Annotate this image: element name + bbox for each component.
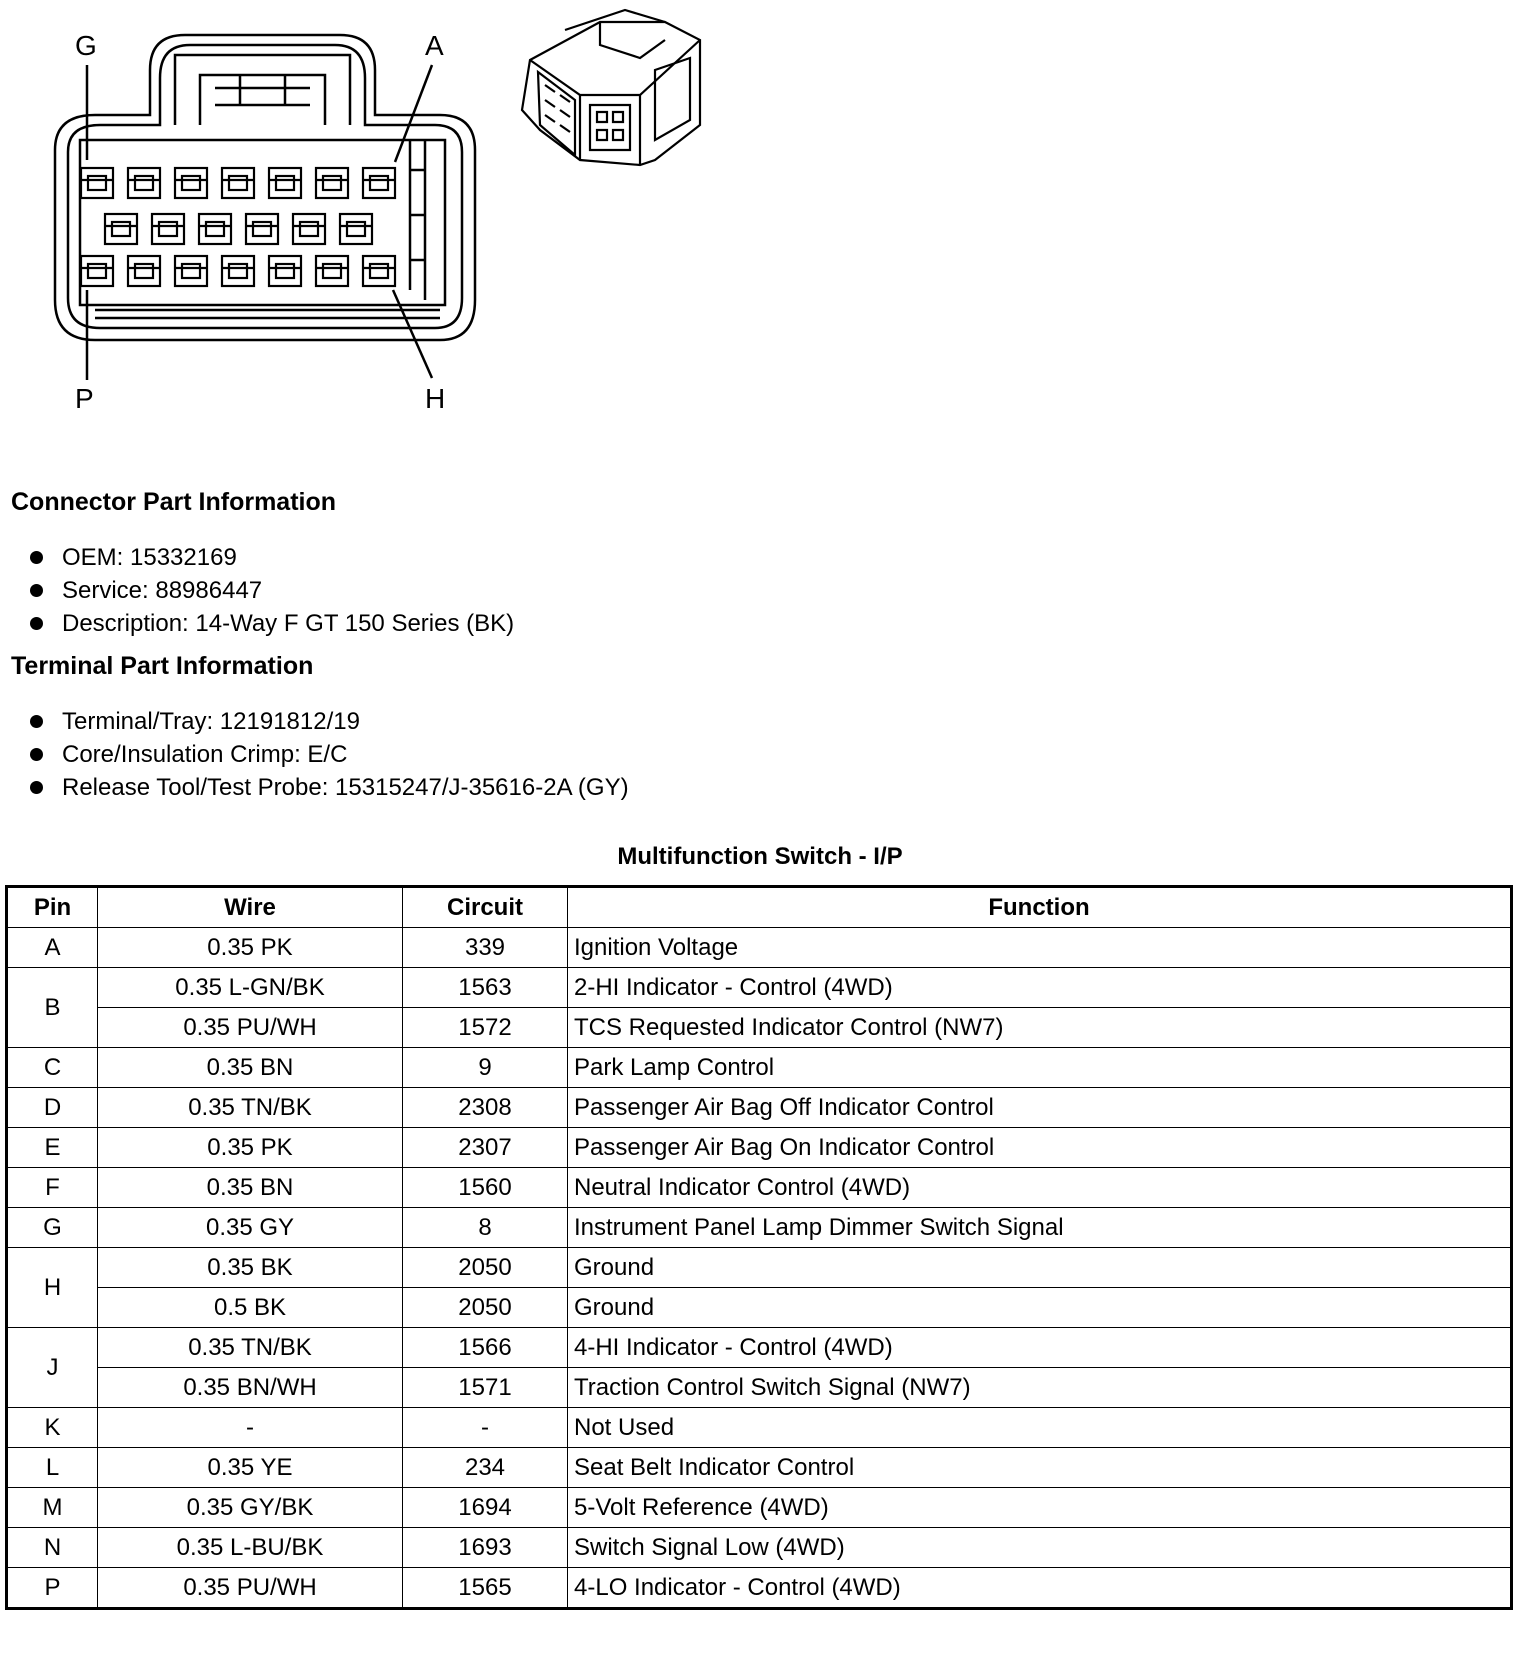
cell-pin: C: [7, 1048, 98, 1088]
pin-cavity-inner: [276, 264, 294, 278]
cell-wire: 0.35 L-BU/BK: [98, 1528, 403, 1568]
pin-cavity-outer: [316, 168, 348, 198]
pin-cavity-inner: [135, 264, 153, 278]
list-item: [30, 574, 514, 607]
cell-pin: E: [7, 1128, 98, 1168]
list-item-text: Core/Insulation Crimp: E/C: [62, 741, 348, 768]
list-item: [30, 705, 629, 738]
pin-cavity: [316, 168, 348, 198]
cell-pin: P: [7, 1568, 98, 1609]
column-header-function: Function: [568, 887, 1512, 928]
cell-circuit: 1693: [403, 1528, 568, 1568]
bullet-icon: [30, 781, 43, 794]
cell-wire: 0.35 L-GN/BK: [98, 968, 403, 1008]
column-header-pin: Pin: [7, 887, 98, 928]
pin-cavity: [246, 214, 278, 244]
pin-cavity: [316, 256, 348, 286]
cell-function: Ground: [568, 1288, 1512, 1328]
cell-pin: H: [7, 1248, 98, 1328]
cell-pin: D: [7, 1088, 98, 1128]
cell-pin: B: [7, 968, 98, 1048]
cell-circuit: 2050: [403, 1248, 568, 1288]
terminal-part-info-heading: Terminal Part Information: [11, 652, 314, 680]
pin-cavity-inner: [159, 222, 177, 236]
list-item-text: Description: 14-Way F GT 150 Series (BK): [62, 610, 515, 637]
cell-function: Passenger Air Bag On Indicator Control: [568, 1128, 1512, 1168]
table-row: [7, 1408, 1512, 1448]
cell-pin: G: [7, 1208, 98, 1248]
pin-cavity-inner: [323, 264, 341, 278]
bullet-icon: [30, 748, 43, 761]
table-header-row: [7, 887, 1512, 928]
cell-circuit: 1572: [403, 1008, 568, 1048]
leader-line-h: [393, 290, 432, 378]
pin-cavity-inner: [229, 264, 247, 278]
cell-function: 4-HI Indicator - Control (4WD): [568, 1328, 1512, 1368]
connector-bottom-rib: [95, 310, 440, 318]
pin-cavity-inner: [370, 264, 388, 278]
cell-function: 5-Volt Reference (4WD): [568, 1488, 1512, 1528]
table-row: [7, 968, 1512, 1008]
connector-isometric-illustration: [522, 10, 700, 165]
pin-label-p: P: [75, 383, 94, 414]
pin-cavity: [81, 168, 113, 198]
pin-cavity: [222, 256, 254, 286]
cell-circuit: 2050: [403, 1288, 568, 1328]
pin-cavity-outer: [340, 214, 372, 244]
cell-function: Ground: [568, 1248, 1512, 1288]
pin-cavity-inner: [347, 222, 365, 236]
connector-side-keys: [410, 140, 425, 300]
cell-wire: 0.35 PK: [98, 1128, 403, 1168]
column-header-wire: Wire: [98, 887, 403, 928]
cell-function: Not Used: [568, 1408, 1512, 1448]
pin-cavity-inner: [323, 176, 341, 190]
cell-circuit: 1694: [403, 1488, 568, 1528]
pin-cavity-outer: [199, 214, 231, 244]
list-item-text: OEM: 15332169: [62, 544, 237, 571]
pin-table: [5, 885, 1513, 1610]
column-header-circuit: Circuit: [403, 887, 568, 928]
pin-cavity: [340, 214, 372, 244]
pin-cavity-outer: [105, 214, 137, 244]
pin-cavity-outer: [316, 256, 348, 286]
pin-cavity: [128, 256, 160, 286]
pin-label-a: A: [425, 30, 444, 61]
connector-part-info-list: [30, 541, 514, 640]
cell-wire: 0.35 PU/WH: [98, 1008, 403, 1048]
cell-wire: 0.35 TN/BK: [98, 1088, 403, 1128]
pin-cavity: [105, 214, 137, 244]
list-item: [30, 607, 514, 640]
cell-function: Park Lamp Control: [568, 1048, 1512, 1088]
cell-circuit: 1566: [403, 1328, 568, 1368]
bullet-icon: [30, 551, 43, 564]
connector-body-outline: [55, 35, 475, 340]
cell-wire: 0.35 TN/BK: [98, 1328, 403, 1368]
pin-cavity-outer: [363, 168, 395, 198]
pin-cavity-inner: [370, 176, 388, 190]
table-row: [7, 1128, 1512, 1168]
cell-function: 4-LO Indicator - Control (4WD): [568, 1568, 1512, 1609]
pin-cavity-inner: [88, 264, 106, 278]
table-row: [7, 1568, 1512, 1609]
pin-cavity-outer: [81, 256, 113, 286]
bullet-icon: [30, 584, 43, 597]
table-row: [7, 1168, 1512, 1208]
pin-label-g: G: [75, 30, 97, 61]
cell-pin: N: [7, 1528, 98, 1568]
pin-cavity: [363, 168, 395, 198]
pin-label-h: H: [425, 383, 446, 414]
cell-wire: 0.35 PK: [98, 928, 403, 968]
pin-cavity-outer: [175, 168, 207, 198]
pin-cavity-outer: [363, 256, 395, 286]
pin-cavity-outer: [246, 214, 278, 244]
cell-wire: -: [98, 1408, 403, 1448]
pin-cavity-inner: [135, 176, 153, 190]
pin-cavity: [152, 214, 184, 244]
connector-diagram: [0, 0, 720, 440]
bullet-icon: [30, 715, 43, 728]
cell-circuit: 8: [403, 1208, 568, 1248]
pin-cavity-inner: [182, 176, 200, 190]
cell-circuit: -: [403, 1408, 568, 1448]
cell-wire: 0.35 YE: [98, 1448, 403, 1488]
table-row: [7, 1528, 1512, 1568]
pin-cavity-inner: [300, 222, 318, 236]
bullet-icon: [30, 617, 43, 630]
cell-circuit: 1560: [403, 1168, 568, 1208]
connector-latch: [175, 55, 350, 125]
table-title: Multifunction Switch - I/P: [617, 843, 903, 870]
cell-circuit: 1571: [403, 1368, 568, 1408]
pin-cavity-outer: [222, 256, 254, 286]
list-item-text: Release Tool/Test Probe: 15315247/J-35616-2A (GY): [62, 774, 629, 801]
pin-cavity: [175, 256, 207, 286]
pin-cavity-outer: [128, 256, 160, 286]
cell-function: Passenger Air Bag Off Indicator Control: [568, 1088, 1512, 1128]
list-item-text: Terminal/Tray: 12191812/19: [62, 708, 360, 735]
cell-function: 2-HI Indicator - Control (4WD): [568, 968, 1512, 1008]
cell-pin: K: [7, 1408, 98, 1448]
cell-pin: J: [7, 1328, 98, 1408]
pin-cavity-outer: [175, 256, 207, 286]
pin-cavity: [199, 214, 231, 244]
pin-cavity-outer: [293, 214, 325, 244]
cell-circuit: 339: [403, 928, 568, 968]
pin-cavity: [128, 168, 160, 198]
cell-function: Seat Belt Indicator Control: [568, 1448, 1512, 1488]
pin-cavity-outer: [128, 168, 160, 198]
pin-cavity: [175, 168, 207, 198]
pin-cavity-inner: [276, 176, 294, 190]
pin-cavity-inner: [182, 264, 200, 278]
leader-line-a: [395, 65, 432, 162]
cell-function: Switch Signal Low (4WD): [568, 1528, 1512, 1568]
cell-wire: 0.35 BN: [98, 1168, 403, 1208]
pin-cavity: [269, 256, 301, 286]
pin-cavity-inner: [229, 176, 247, 190]
list-item: [30, 541, 514, 574]
cell-wire: 0.35 GY: [98, 1208, 403, 1248]
connector-part-info-heading: Connector Part Information: [11, 488, 337, 516]
pin-cavity-outer: [269, 168, 301, 198]
table-row: [7, 1008, 1512, 1048]
table-row: [7, 1368, 1512, 1408]
table-row: [7, 1328, 1512, 1368]
table-row: [7, 1488, 1512, 1528]
pin-cavity: [269, 168, 301, 198]
cell-pin: M: [7, 1488, 98, 1528]
cell-circuit: 2307: [403, 1128, 568, 1168]
list-item: [30, 771, 629, 804]
cell-wire: 0.35 PU/WH: [98, 1568, 403, 1609]
table-row: [7, 1248, 1512, 1288]
cell-circuit: 2308: [403, 1088, 568, 1128]
cell-pin: L: [7, 1448, 98, 1488]
table-row: [7, 1448, 1512, 1488]
pin-cavity: [293, 214, 325, 244]
cell-wire: 0.35 GY/BK: [98, 1488, 403, 1528]
pin-cavity-inner: [253, 222, 271, 236]
terminal-part-info-list: [30, 705, 629, 804]
pin-cavities: [81, 168, 395, 286]
pin-cavity-outer: [222, 168, 254, 198]
table-row: [7, 1048, 1512, 1088]
pin-cavity: [363, 256, 395, 286]
list-item-text: Service: 88986447: [62, 577, 263, 604]
pin-cavity-outer: [81, 168, 113, 198]
pin-cavity-inner: [206, 222, 224, 236]
cell-function: Ignition Voltage: [568, 928, 1512, 968]
cell-wire: 0.35 BN: [98, 1048, 403, 1088]
cell-wire: 0.35 BK: [98, 1248, 403, 1288]
pin-cavity-inner: [88, 176, 106, 190]
pin-cavity-inner: [112, 222, 130, 236]
cell-pin: F: [7, 1168, 98, 1208]
pin-cavity-outer: [269, 256, 301, 286]
cell-function: Traction Control Switch Signal (NW7): [568, 1368, 1512, 1408]
cell-pin: A: [7, 928, 98, 968]
cell-wire: 0.35 BN/WH: [98, 1368, 403, 1408]
pin-cavity: [81, 256, 113, 286]
table-row: [7, 1208, 1512, 1248]
cell-circuit: 1563: [403, 968, 568, 1008]
table-row: [7, 1088, 1512, 1128]
cell-circuit: 9: [403, 1048, 568, 1088]
cell-function: Instrument Panel Lamp Dimmer Switch Signal: [568, 1208, 1512, 1248]
cell-wire: 0.5 BK: [98, 1288, 403, 1328]
cell-function: Neutral Indicator Control (4WD): [568, 1168, 1512, 1208]
pin-cavity: [222, 168, 254, 198]
cell-circuit: 234: [403, 1448, 568, 1488]
table-row: [7, 1288, 1512, 1328]
cell-circuit: 1565: [403, 1568, 568, 1609]
table-row: [7, 928, 1512, 968]
list-item: [30, 738, 629, 771]
cell-function: TCS Requested Indicator Control (NW7): [568, 1008, 1512, 1048]
pin-cavity-outer: [152, 214, 184, 244]
